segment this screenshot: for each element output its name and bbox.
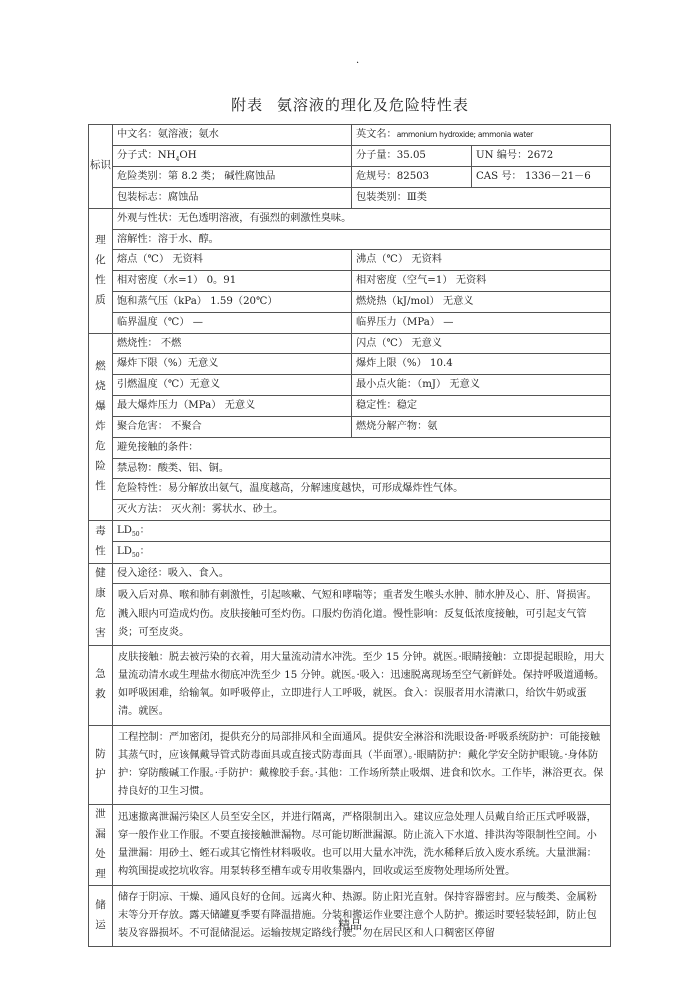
- first-aid-text: 皮肤接触：脱去被污染的衣着，用大量流动清水冲洗。至少 15 分钟。就医。·眼睛接触：立即提起眼睑，用大量流动清水或生理盐水彻底冲洗至少 15 分钟。就医。·吸入：迅速脱离现场至空气新鲜处。保持呼吸道通畅。如呼吸困难，给输氧。如呼吸停止，立即进行人工呼吸，就医。食入：误服者用水清漱口，给饮牛奶或蛋清。就医。: [113, 645, 611, 725]
- cas-number: CAS 号： 1336－21－6: [472, 167, 611, 188]
- row-pressure-stability: [89, 396, 611, 417]
- row-polymerization: [89, 416, 611, 437]
- hazard-character: 危险特性：易分解放出氨气，温度越高，分解速度越快，可形成爆炸性气体。: [113, 479, 611, 500]
- row-hazard-character: [89, 479, 611, 500]
- row-avoid: [89, 437, 611, 458]
- protection-text: 工程控制：严加密闭，提供充分的局部排风和全面通风。提供安全淋浴和洗眼设备·呼吸系统防护：可能接触其蒸气时，应该佩戴导管式防毒面具或直接式防毒面具（半面罩）。·眼睛防护：戴化学安全防护眼镜。·身体防护：穿防酸碱工作服。·手防护：戴橡胶手套。·其他：工作场所禁止吸烟、进食和饮水。工作毕，淋浴更衣。保持良好的卫生习惯。: [113, 725, 611, 805]
- extinguishing: 灭火方法： 灭火剂：雾状水、砂土。: [113, 500, 611, 521]
- avoid-conditions: 避免接触的条件：: [113, 437, 611, 458]
- hazard-code: 危规号：82503: [352, 167, 472, 188]
- entry-route: 侵入途径：吸入、食入。: [113, 563, 611, 584]
- row-names: [89, 125, 611, 146]
- leak-text: 迅速撤离泄漏污染区人员至安全区，并进行隔离，严格限制出入。建议应急处理人员戴自给正压式呼吸器，穿一般作业工作服。不要直接接触泄漏物。尽可能切断泄漏源。防止流入下水道、排洪沟等限制性空间。小量泄漏：用砂土、蛭石或其它惰性材料吸收。也可以用大量水冲洗，洗水稀释后放入废水系统。大量泄漏：构筑围提或挖坑收容。用泵转移至槽车或专用收集器内，回收或运至废物处理场所处置。: [113, 805, 611, 886]
- section-protection: 防 护: [89, 725, 113, 805]
- max-explosion-pressure: 最大爆炸压力（MPa） 无意义: [113, 396, 352, 417]
- row-flammability: [89, 333, 611, 354]
- appearance: 外观与性状：无色透明溶液，有强烈的刺激性臭味。: [113, 208, 611, 229]
- row-melting-boiling: [89, 250, 611, 271]
- title-text: 氨溶液的理化及危险特性表: [276, 96, 469, 114]
- boiling-point: 沸点（℃） 无资料: [352, 250, 611, 271]
- section-toxicity: 毒 性: [89, 520, 113, 563]
- critical-temp: 临界温度（℃） —: [113, 312, 352, 333]
- row-solubility: [89, 229, 611, 250]
- row-incompatible: [89, 458, 611, 479]
- row-first-aid: [89, 645, 611, 725]
- row-vapor: [89, 292, 611, 313]
- row-critical: [89, 312, 611, 333]
- un-number: UN 编号：2672: [472, 145, 611, 166]
- critical-pressure: 临界压力（MPa） —: [352, 312, 611, 333]
- row-density: [89, 271, 611, 292]
- section-leak: 泄 漏 处 理: [89, 805, 113, 886]
- polymerization: 聚合危害： 不聚合: [113, 416, 352, 437]
- melting-point: 熔点（℃） 无资料: [113, 250, 352, 271]
- pack-mark: 包装标志：腐蚀品: [113, 187, 352, 208]
- stability: 稳定性：稳定: [352, 396, 611, 417]
- ignition-temp: 引燃温度（℃）无意义: [113, 375, 352, 396]
- page-footer: 精品: [337, 918, 362, 932]
- section-storage: 储 运: [89, 885, 113, 946]
- en-name: 英文名：ammonium hydroxide; ammonia water: [352, 125, 611, 146]
- row-extinguishing: [89, 500, 611, 521]
- pack-class: 包装类别：Ⅲ类: [352, 187, 611, 208]
- rel-density-water: 相对密度（水=1） 0。91: [113, 271, 352, 292]
- property-table: [88, 124, 611, 947]
- section-first-aid: 急 救: [89, 645, 113, 725]
- decomposition: 燃烧分解产物：氨: [352, 416, 611, 437]
- row-route: [89, 563, 611, 584]
- rel-density-air: 相对密度（空气=1） 无资料: [352, 271, 611, 292]
- row-protection: [89, 725, 611, 805]
- row-formula: [89, 145, 611, 166]
- top-mark: ·: [356, 58, 360, 69]
- vapor-pressure: 饱和蒸气压（kPa） 1.59（20℃）: [113, 292, 352, 313]
- formula: 分子式：$NH_4OH$: [113, 145, 352, 166]
- row-health-text: [89, 584, 611, 645]
- row-appearance: [89, 208, 611, 229]
- row-ld50-a: [89, 520, 611, 541]
- flash-point: 闪点（℃） 无意义: [352, 333, 611, 354]
- row-ignition: [89, 375, 611, 396]
- section-physchem: 理 化 性 质: [89, 208, 113, 333]
- row-leak: [89, 805, 611, 886]
- section-health: 健 康 危 害: [89, 563, 113, 645]
- section-identification: 标识: [89, 125, 113, 209]
- hazard-class: 危险类别：第 8.2 类； 碱性腐蚀品: [113, 167, 352, 188]
- mol-weight: 分子量：35.05: [352, 145, 472, 166]
- storage-text: 储存于阴凉、干燥、通风良好的仓间。远离火种、热源。防止阳光直射。保持容器密封。应与酸类、金属粉末等分开存放。露天储罐夏季要有降温措施。分装和搬运作业要注意个人防护。搬运时要轻装轻卸，防止包装及容器损坏。不可混储混运。运输按规定路线行驶。勿在居民区和人口稠密区停留: [113, 885, 611, 946]
- combustion-heat: 燃烧热（kJ/mol） 无意义: [352, 292, 611, 313]
- cn-name: 中文名：氨溶液；氨水: [113, 125, 352, 146]
- row-packaging: [89, 187, 611, 208]
- incompatible: 禁忌物：酸类、铝、铜。: [113, 458, 611, 479]
- row-explosion-limits: [89, 354, 611, 375]
- min-ignition-energy: 最小点火能：（mJ） 无意义: [352, 375, 611, 396]
- page-title: [0, 94, 700, 115]
- ld50-other: $LD_{50}$：: [113, 542, 611, 563]
- lower-limit: 爆炸下限（%）无意义: [113, 354, 352, 375]
- title-prefix: 附表: [231, 96, 264, 114]
- row-ld50-b: [89, 542, 611, 563]
- section-fire: 燃 烧 爆 炸 危 险 性: [89, 333, 113, 520]
- solubility: 溶解性：溶于水、醇。: [113, 229, 611, 250]
- flammability: 燃烧性： 不燃: [113, 333, 352, 354]
- upper-limit: 爆炸上限（%） 10.4: [352, 354, 611, 375]
- ld50-oral: $LD_{50}$：: [113, 520, 611, 541]
- health-hazard-text: 吸入后对鼻、喉和肺有刺激性，引起咳嗽、气短和哮喘等；重者发生喉头水肿、肺水肿及心、肝、肾损害。溅入眼内可造成灼伤。皮肤接触可至灼伤。口服灼伤消化道。慢性影响：反复低浓度接触，可引起支气管炎；可至皮炎。: [113, 584, 611, 645]
- row-hazard-class: [89, 167, 611, 188]
